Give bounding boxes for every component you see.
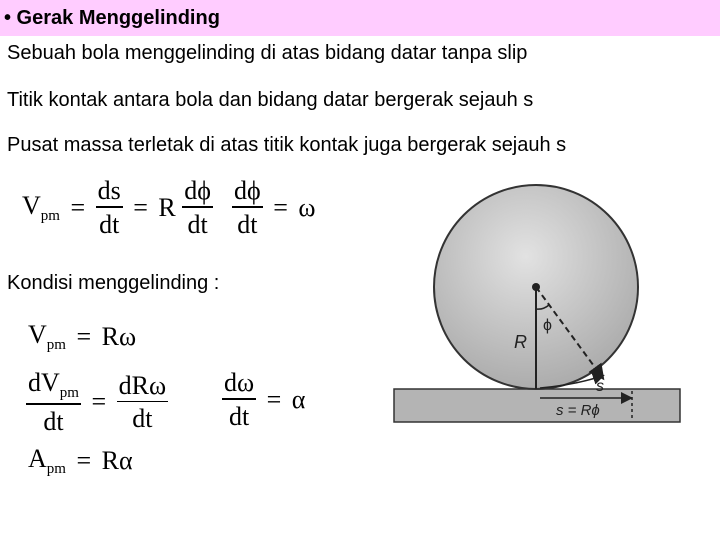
plane xyxy=(394,389,680,422)
eq3-lhs: V xyxy=(28,320,47,349)
eq2-den: dt xyxy=(237,209,258,239)
eq1-f1-num: ds xyxy=(97,176,121,205)
equation-dvpm-dt xyxy=(26,370,168,435)
eq5-equals: = xyxy=(266,384,282,414)
eq3-equals: = xyxy=(76,322,92,352)
eq1-f1-den: dt xyxy=(99,209,120,239)
eq4-equals: = xyxy=(91,387,107,417)
text-line-2: Titik kontak antara bola dan bidang datar bergerak sejauh s xyxy=(7,89,534,111)
eq4-f2-den: dt xyxy=(132,404,153,434)
eq1-equals-2: = xyxy=(133,192,148,222)
eq6-rhs: Rα xyxy=(101,446,133,476)
eq5-rhs: α xyxy=(291,384,306,414)
eq2-rhs: ω xyxy=(298,192,316,222)
eq2-equals: = xyxy=(273,192,288,222)
text-line-3: Pusat massa terletak di atas titik kontak juga bergerak sejauh s xyxy=(7,134,567,156)
eq1-fraction-2 xyxy=(182,178,213,238)
eq3-lhs-sub: pm xyxy=(46,337,66,354)
eq1-f2-num: dϕ xyxy=(184,176,211,205)
condition-label: Kondisi menggelinding : xyxy=(7,272,220,294)
eq5-den: dt xyxy=(228,401,250,431)
label-s: s xyxy=(596,378,604,395)
equation-domega-dt-alpha xyxy=(222,370,305,430)
eq6-lhs: A xyxy=(28,444,47,473)
slide-title: • Gerak Menggelinding xyxy=(4,7,220,29)
eq1-f2-den: dt xyxy=(187,209,208,239)
eq2-num: dϕ xyxy=(234,176,261,205)
eq5-fraction xyxy=(222,370,256,430)
eq4-fraction-2 xyxy=(117,370,168,434)
equation-vpm-romega xyxy=(28,320,136,354)
eq6-equals: = xyxy=(76,446,92,476)
eq1-fraction-1 xyxy=(96,178,123,238)
text-line-1: Sebuah bola menggelinding di atas bidang datar tanpa slip xyxy=(7,42,528,64)
label-R: R xyxy=(514,332,527,352)
eq3-rhs: Rω xyxy=(101,322,137,352)
label-s-eq: s = Rϕ xyxy=(556,402,600,419)
label-phi: ϕ xyxy=(543,317,552,334)
eq4-fraction-1 xyxy=(26,370,81,435)
eq1-lhs-sub: pm xyxy=(40,207,60,224)
eq2-fraction xyxy=(232,178,263,238)
equation-apm-ralpha xyxy=(28,444,133,478)
rolling-ball-diagram xyxy=(380,170,700,440)
eq1-equals: = xyxy=(70,192,86,222)
title-bar xyxy=(0,0,720,36)
equation-vpm-ds-dt xyxy=(22,178,213,238)
eq4-num-main: dV xyxy=(28,368,60,397)
eq5-num: dω xyxy=(224,368,255,397)
eq4-den: dt xyxy=(43,406,64,436)
eq4-num-sub: pm xyxy=(59,385,79,402)
equation-dphi-dt-omega xyxy=(232,178,315,238)
eq4-f2-num: dRω xyxy=(118,370,167,400)
eq6-lhs-sub: pm xyxy=(46,461,66,478)
eq1-R: R xyxy=(158,192,176,222)
eq1-lhs: V xyxy=(22,190,41,220)
